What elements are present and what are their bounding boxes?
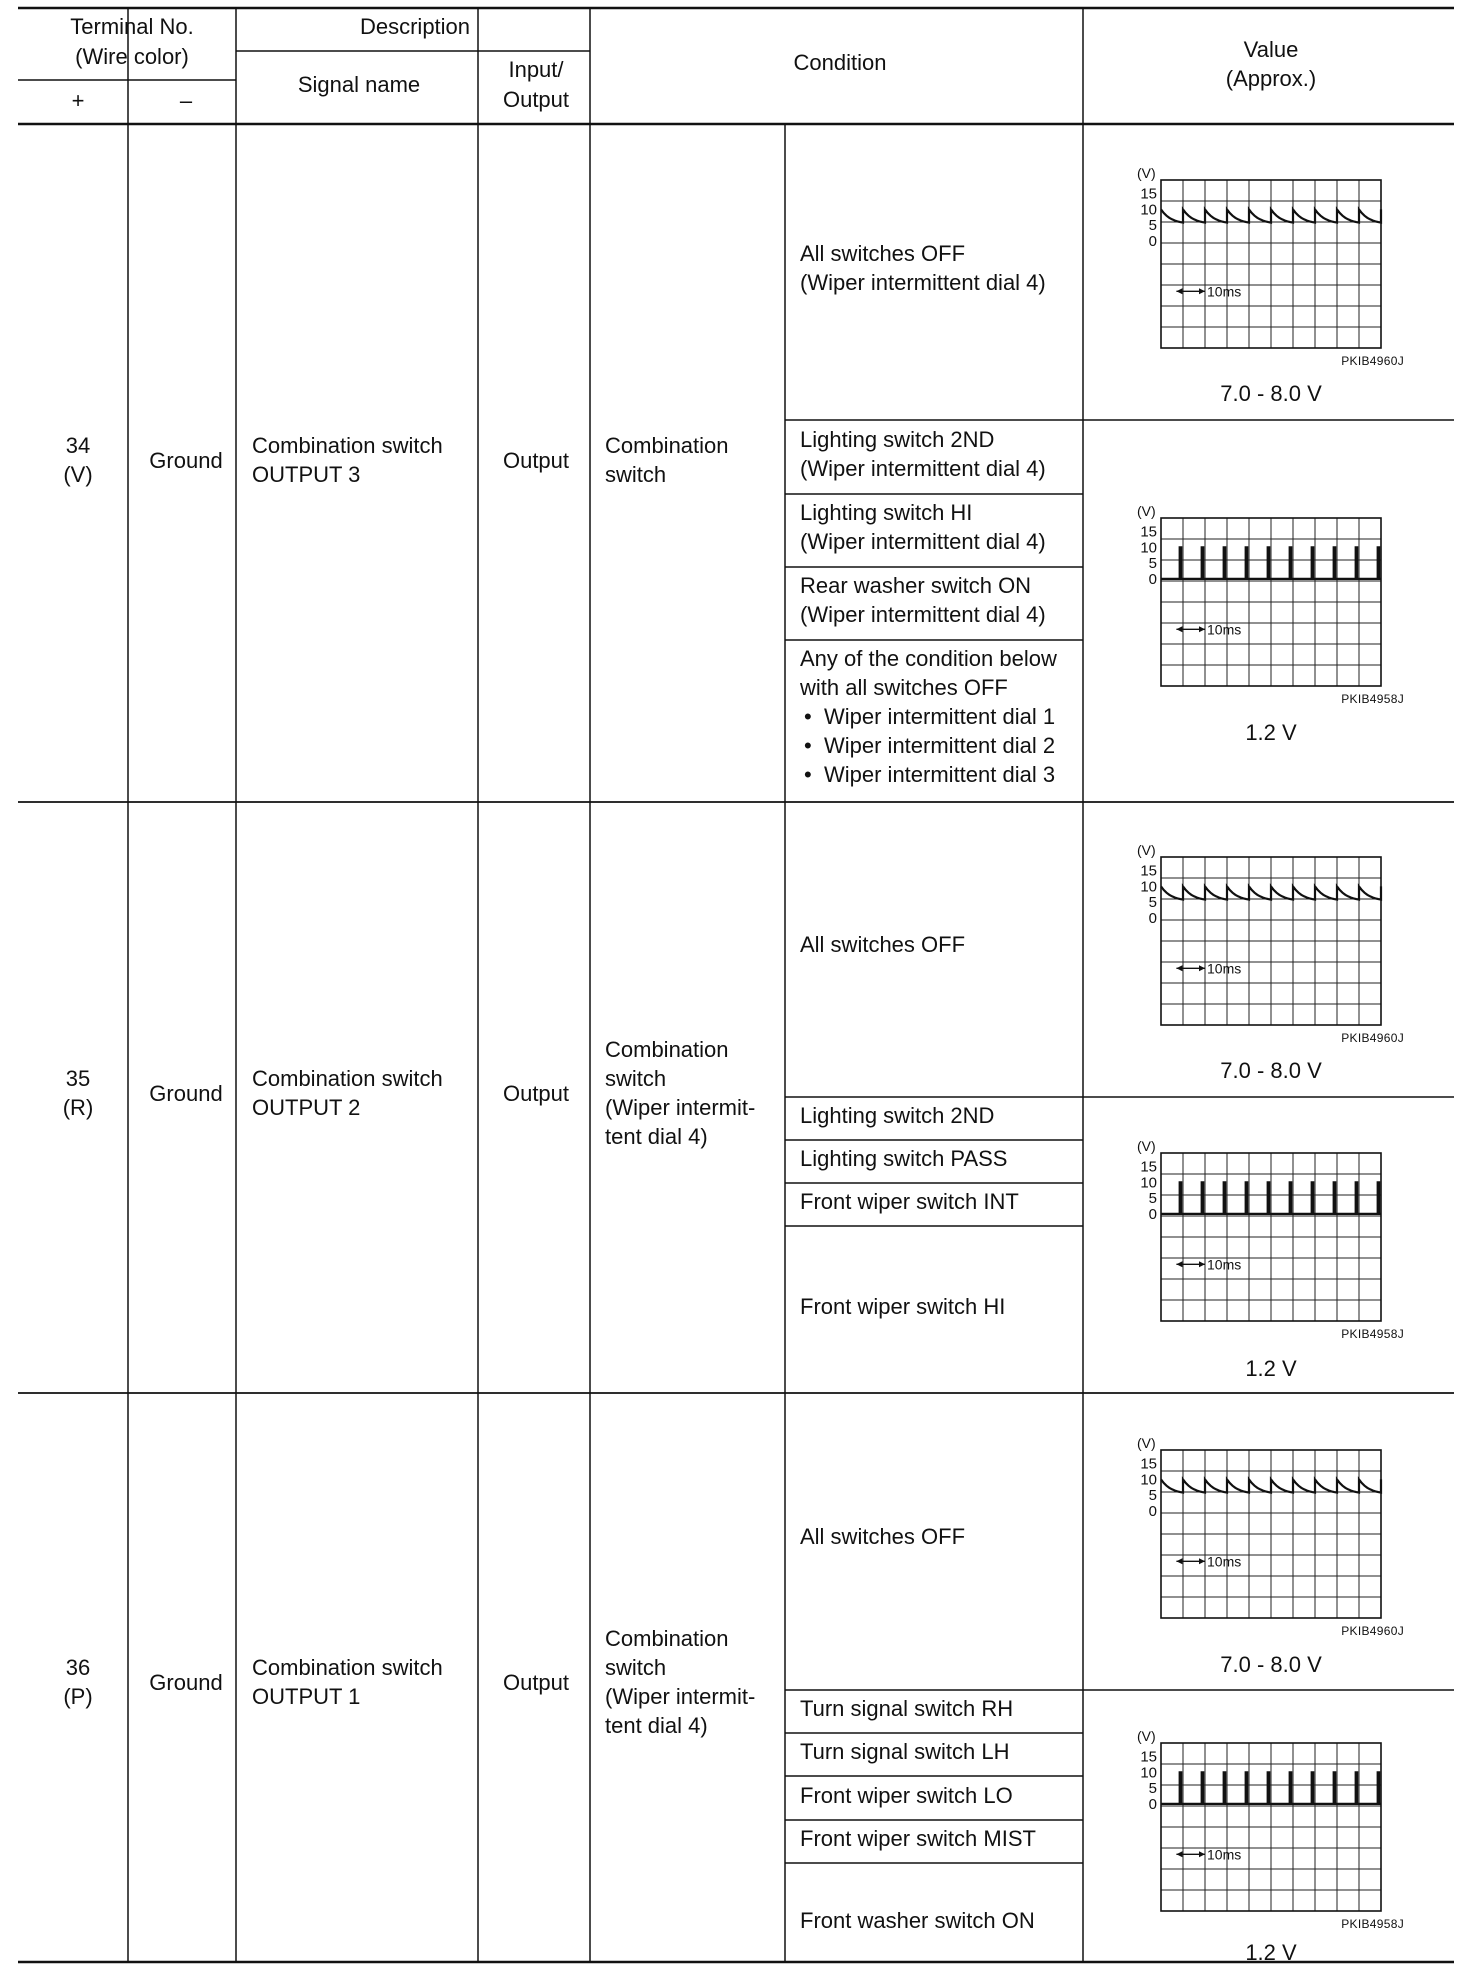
scope-y-tick: 5 [1148, 555, 1157, 573]
subcond-36-3: Turn signal switch LH [800, 1739, 1010, 1764]
scope-unit-label: (V) [1137, 1728, 1156, 1744]
scope-unit-label: (V) [1137, 1138, 1156, 1154]
header-io-1: Input/ [508, 57, 564, 82]
scope-y-tick: 10 [1140, 1764, 1157, 1782]
subcond-35-3: Lighting switch PASS [800, 1146, 1008, 1171]
scope-y-tick: 10 [1140, 201, 1157, 219]
header-io-2: Output [502, 87, 570, 112]
condition-36-line2: switch [605, 1655, 667, 1680]
header-signal-name: Signal name [297, 72, 421, 97]
waveform-35-off [1124, 835, 1414, 1065]
header-terminal-no: Terminal No. [70, 14, 194, 39]
io-34: Output [502, 448, 570, 473]
scope-y-tick: 15 [1140, 1748, 1157, 1766]
scope-unit-label: (V) [1137, 503, 1156, 519]
scope-y-tick: 5 [1148, 217, 1157, 235]
condition-36-line1: Combination [605, 1626, 729, 1651]
header-wire-color: (Wire color) [75, 44, 189, 69]
scope-y-tick: 5 [1148, 1487, 1157, 1505]
header-plus: + [71, 88, 85, 113]
scope-y-tick: 10 [1140, 878, 1157, 896]
scope-y-tick: 15 [1140, 862, 1157, 880]
subcond-36-5: Front wiper switch MIST [800, 1826, 1036, 1851]
signal-name-36-line2: OUTPUT 1 [252, 1684, 361, 1709]
subcond-34-3-line2: (Wiper intermittent dial 4) [800, 529, 1046, 554]
scope-y-tick: 10 [1140, 1174, 1157, 1192]
subcond-34-3-line1: Lighting switch HI [800, 500, 973, 525]
scope-y-tick: 15 [1140, 523, 1157, 541]
header-description: Description [359, 14, 471, 39]
header-minus: – [179, 88, 193, 113]
header-value-2: (Approx.) [1225, 66, 1317, 91]
scope-y-tick: 0 [1148, 1502, 1157, 1520]
condition-35-line1: Combination [605, 1037, 729, 1062]
wire-color-35: (R) [62, 1095, 94, 1120]
terminal-35: 35 [65, 1066, 91, 1091]
scope-y-tick: 0 [1148, 1205, 1157, 1223]
condition-35-line3: (Wiper intermit- [605, 1095, 756, 1120]
condition-35-line2: switch [605, 1066, 667, 1091]
figure-code: PKIB4960J [1341, 1031, 1404, 1045]
scope-unit-label: (V) [1137, 842, 1156, 858]
scope-y-tick: 5 [1148, 1190, 1157, 1208]
subcond-34-5-line1: Any of the condition below [800, 646, 1057, 671]
scope-y-tick: 0 [1148, 1795, 1157, 1813]
time-div-label: 10ms [1207, 1256, 1242, 1273]
scope-y-tick: 0 [1148, 909, 1157, 927]
scope-unit-label: (V) [1137, 1435, 1156, 1451]
figure-code: PKIB4960J [1341, 1624, 1404, 1638]
minus-36: Ground [149, 1670, 223, 1695]
figure-code: PKIB4958J [1341, 1327, 1404, 1341]
scope-y-tick: 15 [1140, 185, 1157, 203]
subcond-36-1: All switches OFF [800, 1524, 966, 1549]
subcond-34-2-line1: Lighting switch 2ND [800, 427, 995, 452]
subcond-36-2: Turn signal switch RH [800, 1696, 1014, 1721]
scope-y-tick: 5 [1148, 1780, 1157, 1798]
waveform-36-on [1124, 1721, 1414, 1951]
header-condition: Condition [793, 50, 887, 75]
value-34-off: 7.0 - 8.0 V [1220, 381, 1322, 406]
condition-36-line3: (Wiper intermit- [605, 1684, 756, 1709]
subcond-35-1: All switches OFF [800, 932, 966, 957]
waveform-36-off [1124, 1428, 1414, 1658]
bullet-item: • Wiper intermittent dial 3 [800, 760, 1055, 789]
scope-y-tick: 15 [1140, 1455, 1157, 1473]
time-div-label: 10ms [1207, 283, 1242, 300]
subcond-36-4: Front wiper switch LO [800, 1783, 1013, 1808]
waveform-34-on [1124, 496, 1414, 726]
terminal-36: 36 [65, 1655, 91, 1680]
scope-unit-label: (V) [1137, 165, 1156, 181]
subcond-35-2: Lighting switch 2ND [800, 1103, 995, 1128]
header-value-1: Value [1243, 37, 1299, 62]
signal-name-35-line2: OUTPUT 2 [252, 1095, 361, 1120]
io-36: Output [502, 1670, 570, 1695]
subcond-34-1-line2: (Wiper intermittent dial 4) [800, 270, 1046, 295]
figure-code: PKIB4958J [1341, 1917, 1404, 1931]
value-36-off: 7.0 - 8.0 V [1220, 1652, 1322, 1677]
condition-34-line2: switch [605, 462, 667, 487]
time-div-label: 10ms [1207, 1553, 1242, 1570]
scope-trace [1161, 1479, 1381, 1492]
time-div-label: 10ms [1207, 1846, 1242, 1863]
subcond-35-4: Front wiper switch INT [800, 1189, 1019, 1214]
bullet-item: • Wiper intermittent dial 2 [800, 731, 1055, 760]
signal-name-34-line1: Combination switch [252, 433, 443, 458]
value-35-on: 1.2 V [1245, 1356, 1297, 1381]
terminal-34: 34 [65, 433, 91, 458]
minus-35: Ground [149, 1081, 223, 1106]
figure-code: PKIB4958J [1341, 692, 1404, 706]
subcond-34-2-line2: (Wiper intermittent dial 4) [800, 456, 1046, 481]
figure-code: PKIB4960J [1341, 354, 1404, 368]
subcond-34-4-line2: (Wiper intermittent dial 4) [800, 602, 1046, 627]
scope-y-tick: 10 [1140, 539, 1157, 557]
value-35-off: 7.0 - 8.0 V [1220, 1058, 1322, 1083]
scope-y-tick: 10 [1140, 1471, 1157, 1489]
scope-y-tick: 15 [1140, 1158, 1157, 1176]
scope-trace [1161, 209, 1381, 222]
minus-34: Ground [149, 448, 223, 473]
signal-name-34-line2: OUTPUT 3 [252, 462, 361, 487]
wire-color-36: (P) [63, 1684, 93, 1709]
subcond-34-5-line2: with all switches OFF [800, 675, 1008, 700]
subcond-34-4-line1: Rear washer switch ON [800, 573, 1032, 598]
subcond-35-5: Front wiper switch HI [800, 1294, 1006, 1319]
subcond-36-6: Front washer switch ON [800, 1908, 1035, 1933]
subcond-34-5-bullets [800, 702, 1055, 789]
value-34-on: 1.2 V [1245, 720, 1297, 745]
value-36-on: 1.2 V [1245, 1940, 1297, 1965]
scope-y-tick: 0 [1148, 232, 1157, 250]
io-35: Output [502, 1081, 570, 1106]
subcond-34-1-line1: All switches OFF [800, 241, 966, 266]
time-div-label: 10ms [1207, 621, 1242, 638]
waveform-34-off [1124, 158, 1414, 388]
signal-name-36-line1: Combination switch [252, 1655, 443, 1680]
bullet-item: • Wiper intermittent dial 1 [800, 702, 1055, 731]
wire-color-34: (V) [63, 462, 93, 487]
waveform-35-on [1124, 1131, 1414, 1361]
scope-y-tick: 5 [1148, 894, 1157, 912]
signal-name-35-line1: Combination switch [252, 1066, 443, 1091]
scope-trace [1161, 886, 1381, 899]
condition-36-line4: tent dial 4) [605, 1713, 708, 1738]
scope-y-tick: 0 [1148, 570, 1157, 588]
condition-34-line1: Combination [605, 433, 729, 458]
condition-35-line4: tent dial 4) [605, 1124, 708, 1149]
time-div-label: 10ms [1207, 960, 1242, 977]
